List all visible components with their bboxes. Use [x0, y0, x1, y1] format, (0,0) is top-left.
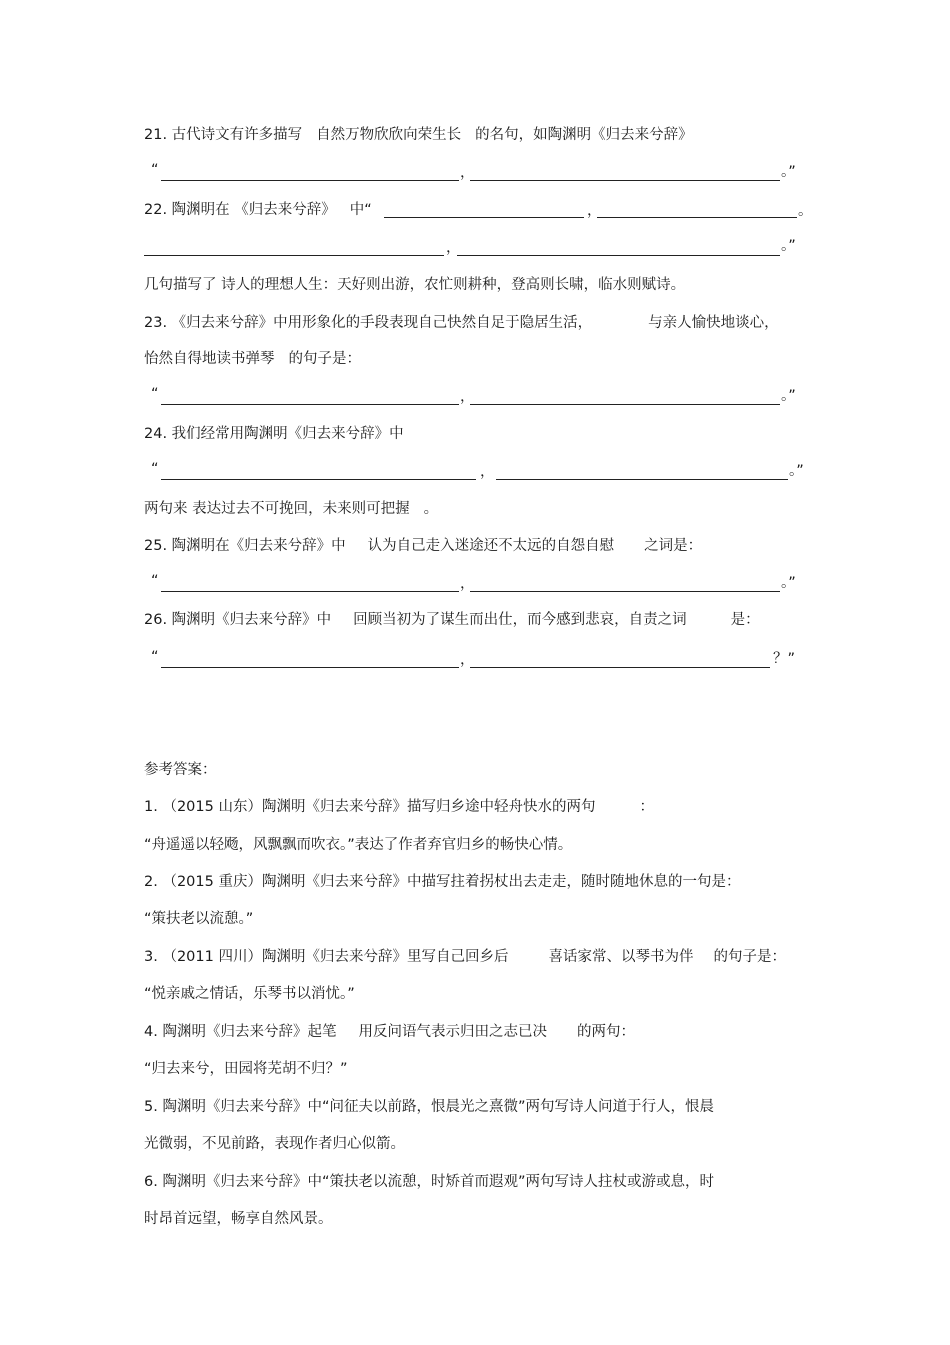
comma: ，	[460, 652, 475, 668]
comma: ，	[460, 165, 475, 181]
answer-blank[interactable]	[161, 591, 459, 592]
question-26	[144, 610, 760, 630]
question-24: 24. 我们经常用陶渊明《归去来兮辞》中	[144, 426, 404, 442]
answer-blank[interactable]	[161, 404, 459, 405]
open-quote: “	[151, 461, 159, 477]
question-text: 22. 陶渊明在 《归去来兮辞》	[144, 202, 336, 218]
answer-blank[interactable]	[161, 180, 459, 181]
question-23-line2	[144, 349, 361, 369]
question-24-tail	[144, 499, 438, 519]
comma: ，	[460, 576, 475, 592]
answer-blank[interactable]	[597, 217, 797, 218]
close-quote: 。”	[781, 575, 796, 591]
answer-blank[interactable]	[384, 217, 584, 218]
open-quote: “	[151, 649, 159, 665]
answer-2: 2. （2015 重庆）陶渊明《归去来兮辞》中描写拄着拐杖出去走走，随时随地休息的一句是：	[144, 874, 741, 890]
question-text: 21. 古代诗文有许多描写	[144, 127, 303, 143]
close-quote: 。”	[781, 388, 796, 404]
answer-blank[interactable]	[470, 667, 770, 668]
question-22-tail: 几句描写了 诗人的理想人生：天好则出游，农忙则耕种，登高则长啸，临水则赋诗。	[144, 277, 686, 293]
answer-text: ：	[639, 799, 654, 815]
open-quote: “	[151, 162, 159, 178]
comma: ，	[480, 464, 495, 480]
comma: ，	[460, 389, 475, 405]
answer-6-line2: 时昂首远望，畅享自然风景。	[144, 1211, 333, 1227]
question-text: 25. 陶渊明在《归去来兮辞》中	[144, 538, 346, 554]
question-text: 自然万物欣欣向荣生长	[316, 127, 462, 143]
question-25	[144, 536, 702, 556]
question-text: 中“	[349, 202, 372, 218]
answer-1	[144, 797, 654, 817]
answer-6-line1: 6. 陶渊明《归去来兮辞》中“策扶老以流憩，时矫首而遐观”两句写诗人拄杖或游或息，时	[144, 1174, 714, 1190]
comma: ，	[587, 203, 602, 219]
answers-heading: 参考答案：	[144, 762, 217, 778]
question-text: 与亲人愉快地谈心，	[648, 315, 779, 331]
question-22	[144, 200, 372, 220]
question-text: 26. 陶渊明《归去来兮辞》中	[144, 612, 332, 628]
period: 。	[798, 203, 813, 219]
answer-blank[interactable]	[161, 479, 476, 480]
close-quote: 。”	[781, 164, 796, 180]
comma: ，	[446, 240, 461, 256]
answer-4-text: “归去来兮，田园将芜胡不归？”	[144, 1061, 348, 1077]
answer-3	[144, 947, 786, 967]
question-text: 怡然自得地读书弹琴	[144, 351, 275, 367]
answer-blank[interactable]	[496, 479, 788, 480]
question-text: 之词是：	[644, 538, 703, 554]
answer-blank[interactable]	[470, 591, 780, 592]
answer-text: 4. 陶渊明《归去来兮辞》起笔	[144, 1024, 337, 1040]
answer-4	[144, 1022, 635, 1042]
question-text: 的句子是：	[288, 351, 361, 367]
question-text: 是：	[730, 612, 760, 628]
answer-5-line1: 5. 陶渊明《归去来兮辞》中“问征夫以前路，恨晨光之熹微”两句写诗人问道于行人，恨晨	[144, 1099, 714, 1115]
close-quote: 。”	[789, 463, 804, 479]
close-quote: 。”	[781, 238, 796, 254]
answer-text: 1. （2015 山东）陶渊明《归去来兮辞》描写归乡途中轻舟快水的两句	[144, 799, 596, 815]
question-23	[144, 313, 779, 333]
answer-blank[interactable]	[470, 404, 780, 405]
answer-3-text: “悦亲戚之情话，乐琴书以消忧。”	[144, 986, 355, 1002]
close-quote: ？”	[773, 651, 796, 667]
question-text: 的名句，如陶渊明《归去来兮辞》	[475, 127, 693, 143]
answer-blank[interactable]	[161, 667, 459, 668]
answer-blank[interactable]	[470, 180, 780, 181]
open-quote: “	[151, 573, 159, 589]
question-text: 认为自己走入迷途还不太远的自怨自慰	[367, 538, 615, 554]
question-21	[144, 125, 693, 145]
answer-2-text: “策扶老以流憩。”	[144, 911, 254, 927]
answer-text: 喜话家常、以琴书为伴	[548, 949, 694, 965]
answer-blank[interactable]	[457, 255, 780, 256]
question-text: 两句来 表达过去不可挽回，未来则可把握	[144, 501, 410, 517]
answer-text: 用反问语气表示归田之志已决	[358, 1024, 547, 1040]
answer-1-text: “舟遥遥以轻飏，风飘飘而吹衣。”表达了作者弃官归乡的畅快心情。	[144, 837, 573, 853]
answer-5-line2: 光微弱，不见前路，表现作者归心似箭。	[144, 1136, 405, 1152]
answer-blank[interactable]	[144, 255, 444, 256]
answer-text: 的句子是：	[713, 949, 786, 965]
answer-text: 3. （2011 四川）陶渊明《归去来兮辞》里写自己回乡后	[144, 949, 509, 965]
question-text: 回顾当初为了谋生而出仕，而今感到悲哀，自责之词	[353, 612, 687, 628]
open-quote: “	[151, 386, 159, 402]
question-text: 。	[423, 501, 439, 517]
answer-text: 的两句：	[576, 1024, 635, 1040]
question-text: 23. 《归去来兮辞》中用形象化的手段表现自己快然自足于隐居生活，	[144, 315, 593, 331]
